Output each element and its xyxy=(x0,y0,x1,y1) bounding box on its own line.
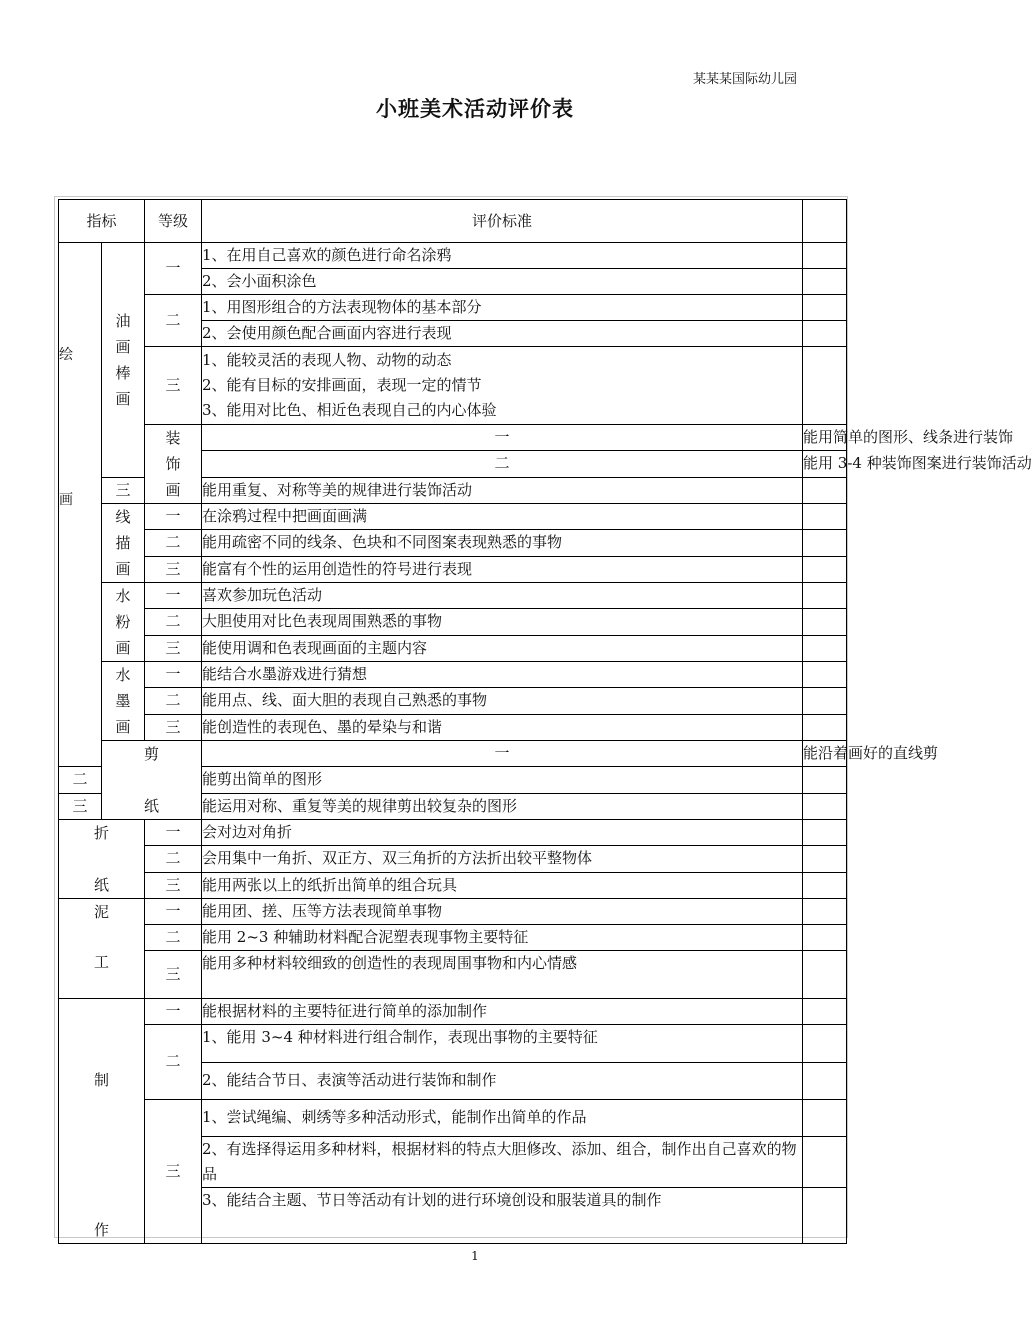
grade-cell: 三 xyxy=(145,556,202,582)
category-crafting: 制 作 xyxy=(59,999,145,1244)
table-row xyxy=(59,609,847,635)
criteria-cell: 1、尝试绳编、刺绣等多种活动形式，能制作出简单的作品 xyxy=(202,1099,803,1137)
col-criteria: 评价标准 xyxy=(202,200,803,243)
col-grade: 等级 xyxy=(145,200,202,243)
table-row xyxy=(59,425,847,451)
grade-cell: 二 xyxy=(145,295,202,347)
table-row xyxy=(59,1099,847,1137)
table-row xyxy=(59,741,847,767)
grade-cell: 二 xyxy=(202,451,803,477)
criteria-cell: 能用点、线、面大胆的表现自己熟悉的事物 xyxy=(202,688,803,714)
organization-name: 某某某国际幼儿园 xyxy=(693,72,798,87)
criteria-cell: 能用简单的图形、线条进行装饰 xyxy=(803,425,847,451)
grade-cell: 三 xyxy=(102,477,145,503)
col-indicator: 指标 xyxy=(59,200,145,243)
table-row xyxy=(59,899,847,925)
criteria-cell: 能用多种材料较细致的创造性的表现周围事物和内心情感 xyxy=(202,951,803,999)
grade-cell: 一 xyxy=(145,820,202,846)
grade-cell: 二 xyxy=(145,846,202,872)
table-row xyxy=(59,951,847,999)
subcategory-decorative: 装 饰 画 xyxy=(145,425,202,504)
grade-cell: 一 xyxy=(202,425,803,451)
criteria-cell: 能使用调和色表现画面的主题内容 xyxy=(202,635,803,661)
grade-cell: 三 xyxy=(145,635,202,661)
criteria-cell: 在涂鸦过程中把画面画满 xyxy=(202,504,803,530)
grade-cell: 一 xyxy=(145,662,202,688)
table-row xyxy=(59,1025,847,1063)
criteria-line: 1、能较灵活的表现人物、动物的动态 xyxy=(202,351,452,369)
criteria-cell: 能结合水墨游戏进行猜想 xyxy=(202,662,803,688)
criteria-cell xyxy=(202,347,803,425)
grade-cell: 一 xyxy=(145,583,202,609)
criteria-cell: 能用疏密不同的线条、色块和不同图案表现熟悉的事物 xyxy=(202,530,803,556)
evaluation-table xyxy=(58,199,1032,1244)
criteria-cell: 2、会小面积涂色 xyxy=(202,269,803,295)
criteria-cell: 能富有个性的运用创造性的符号进行表现 xyxy=(202,556,803,582)
criteria-cell: 能用重复、对称等美的规律进行装饰活动 xyxy=(202,477,803,503)
criteria-line: 2、能有目标的安排画面，表现一定的情节 xyxy=(202,376,482,394)
table-row xyxy=(59,820,847,846)
page-title: 小班美术活动评价表 xyxy=(376,96,574,121)
table-row xyxy=(59,347,847,425)
grade-cell: 三 xyxy=(145,714,202,740)
table-row xyxy=(59,583,847,609)
table-row xyxy=(59,662,847,688)
subcategory-ink-painting: 水 墨 画 xyxy=(102,662,145,741)
subcategory-line-drawing: 线 描 画 xyxy=(102,504,145,583)
table-row xyxy=(59,530,847,556)
criteria-cell: 能用 2~3 种辅助材料配合泥塑表现事物主要特征 xyxy=(202,925,803,951)
criteria-cell: 会对边对角折 xyxy=(202,820,803,846)
grade-cell: 三 xyxy=(145,872,202,898)
criteria-cell: 喜欢参加玩色活动 xyxy=(202,583,803,609)
category-drawing xyxy=(59,243,102,767)
grade-cell: 二 xyxy=(145,925,202,951)
category-drawing-top: 绘 xyxy=(59,347,73,363)
grade-cell: 一 xyxy=(145,999,202,1025)
criteria-cell: 1、用图形组合的方法表现物体的基本部分 xyxy=(202,295,803,321)
criteria-line: 3、能用对比色、相近色表现自己的内心体验 xyxy=(202,401,497,419)
table-row xyxy=(59,295,847,321)
grade-cell: 三 xyxy=(145,951,202,999)
criteria-cell: 能剪出简单的图形 xyxy=(202,767,803,793)
criteria-cell: 能用团、搓、压等方法表现简单事物 xyxy=(202,899,803,925)
grade-cell: 二 xyxy=(145,1025,202,1100)
table-row xyxy=(59,504,847,530)
table-row xyxy=(59,925,847,951)
table-row xyxy=(59,635,847,661)
table-row xyxy=(59,846,847,872)
criteria-cell: 会用集中一角折、双正方、双三角折的方法折出较平整物体 xyxy=(202,846,803,872)
grade-cell: 一 xyxy=(202,741,803,767)
criteria-cell: 1、在用自己喜欢的颜色进行命名涂鸦 xyxy=(202,243,803,269)
table-row xyxy=(59,243,847,269)
col-blank xyxy=(803,200,847,243)
criteria-cell: 能根据材料的主要特征进行简单的添加制作 xyxy=(202,999,803,1025)
category-origami: 折 纸 xyxy=(59,820,145,899)
criteria-cell: 能沿着画好的直线剪 xyxy=(803,741,847,767)
grade-cell: 一 xyxy=(145,899,202,925)
table-row xyxy=(59,872,847,898)
table-row xyxy=(59,688,847,714)
grade-cell: 一 xyxy=(145,504,202,530)
grade-cell: 二 xyxy=(145,688,202,714)
criteria-cell: 能用 3-4 种装饰图案进行装饰活动 xyxy=(803,451,847,477)
criteria-cell: 大胆使用对比色表现周围熟悉的事物 xyxy=(202,609,803,635)
criteria-cell: 能创造性的表现色、墨的晕染与和谐 xyxy=(202,714,803,740)
grade-cell: 二 xyxy=(59,767,102,793)
header-row xyxy=(59,200,847,243)
grade-cell: 二 xyxy=(145,609,202,635)
category-drawing-bottom: 画 xyxy=(59,492,73,508)
grade-cell: 三 xyxy=(59,793,102,819)
category-paper-cutting: 剪 纸 xyxy=(102,741,202,820)
grade-cell: 一 xyxy=(145,243,202,295)
criteria-cell: 2、能结合节日、表演等活动进行装饰和制作 xyxy=(202,1062,803,1099)
page-number: 1 xyxy=(471,1249,479,1263)
table-row xyxy=(59,556,847,582)
criteria-cell: 2、会使用颜色配合画面内容进行表现 xyxy=(202,321,803,347)
criteria-cell: 能运用对称、重复等美的规律剪出较复杂的图形 xyxy=(202,793,803,819)
criteria-cell: 3、能结合主题、节日等活动有计划的进行环境创设和服装道具的制作 xyxy=(202,1188,803,1244)
criteria-cell: 1、能用 3~4 种材料进行组合制作，表现出事物的主要特征 xyxy=(202,1025,803,1063)
table-row xyxy=(59,714,847,740)
grade-cell: 三 xyxy=(145,347,202,425)
grade-cell: 二 xyxy=(145,530,202,556)
criteria-cell: 2、有选择得运用多种材料，根据材料的特点大胆修改、添加、组合，制作出自己喜欢的物品 xyxy=(202,1137,803,1188)
category-clay: 泥 工 xyxy=(59,899,145,999)
grade-cell: 三 xyxy=(145,1099,202,1244)
subcategory-gouache: 水 粉 画 xyxy=(102,583,145,662)
criteria-cell: 能用两张以上的纸折出简单的组合玩具 xyxy=(202,872,803,898)
table-row xyxy=(59,999,847,1025)
subcategory-oil-pastel: 油 画 棒 画 xyxy=(102,243,145,478)
